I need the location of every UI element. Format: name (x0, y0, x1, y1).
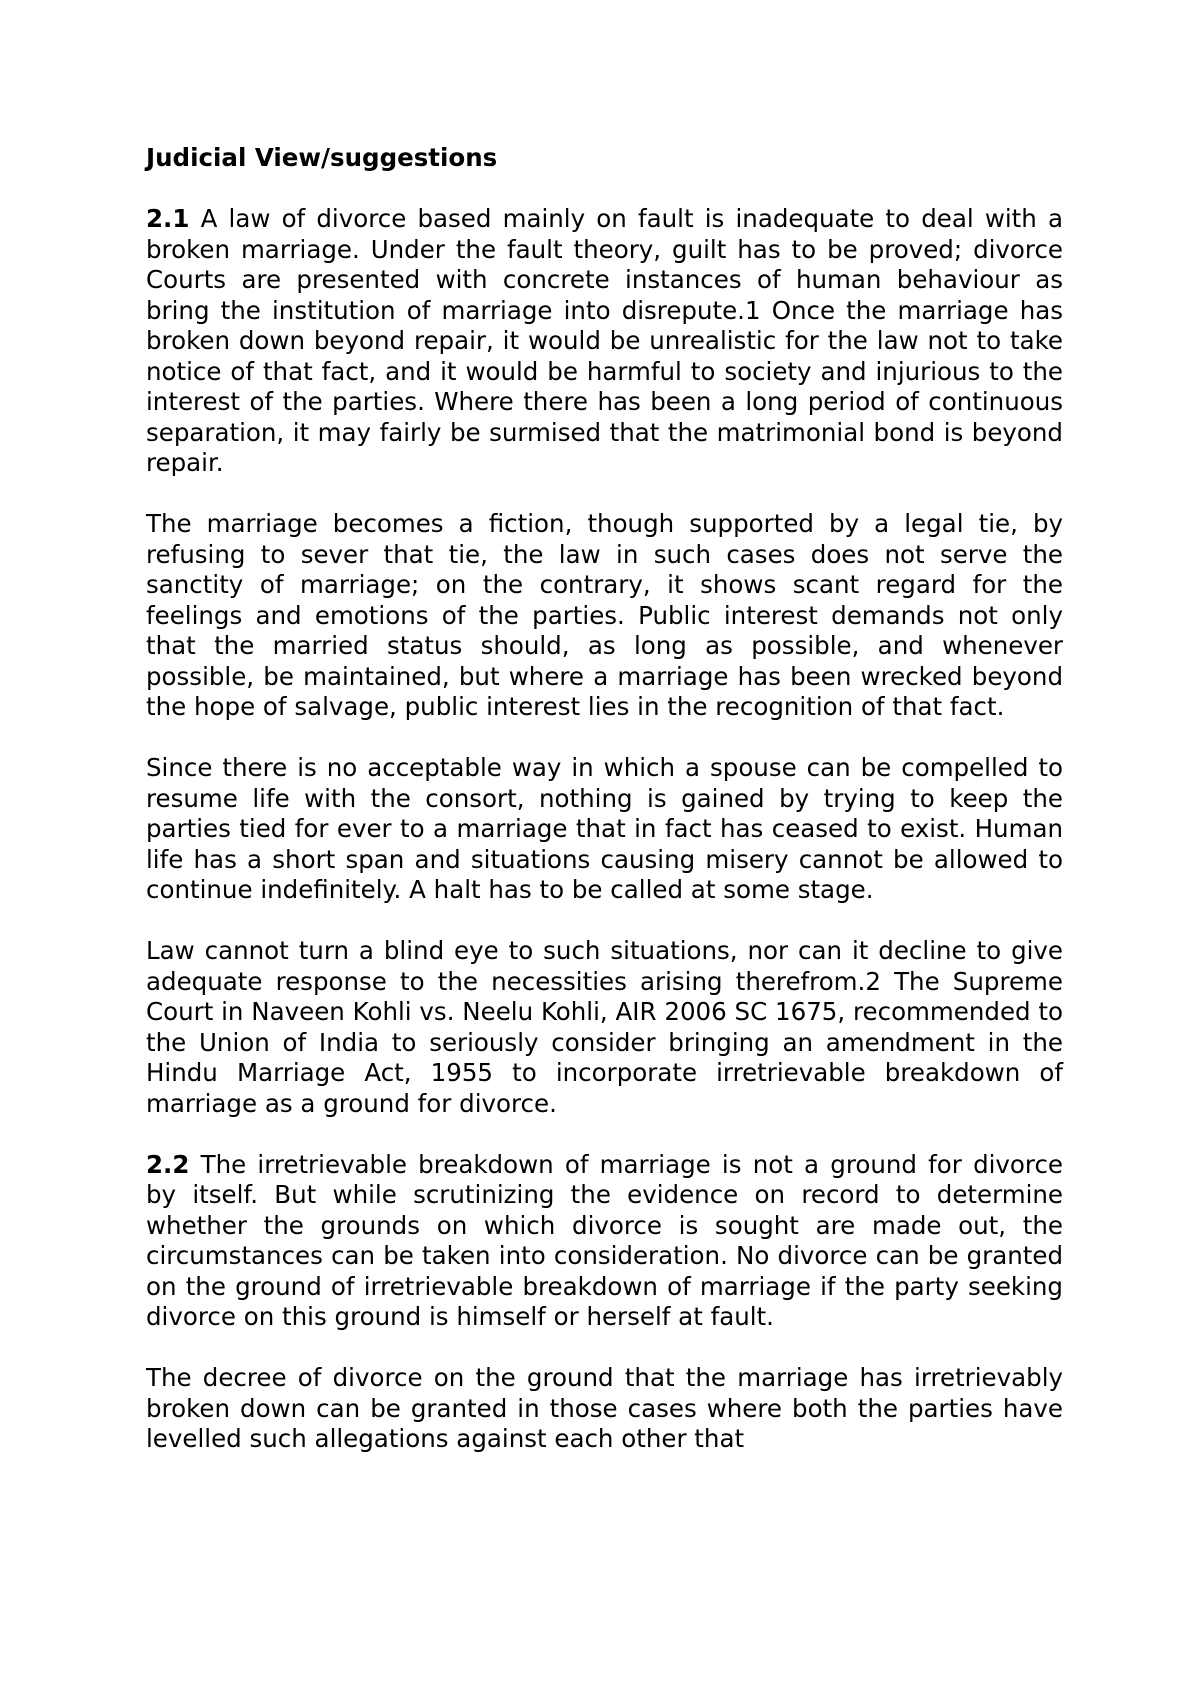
paragraph-decree (146, 1363, 1063, 1455)
paragraph-text: A law of divorce based mainly on fault is inadequate to deal with a broken marriage. Under the fault theory, guilt has to be proved; divorce Courts are presented with concrete instances of human behaviour as bring the institution of marriage into disrepute.1 Once the marriage has broken down beyond repair, it would be unrealistic for the law not to take notice of that fact, and it would be harmful to society and injurious to the interest of the parties. Where there has been a long period of continuous separation, it may fairly be surmised that the matrimonial bond is beyond repair. (146, 204, 1063, 477)
paragraph-spouse (146, 753, 1063, 906)
paragraph-2-2 (146, 1150, 1063, 1333)
paragraph-text: The marriage becomes a fiction, though supported by a legal tie, by refusing to sever that tie, the law in such cases does not serve the sanctity of marriage; on the contrary, it shows scant regard for the feelings and emotions of the parties. Public interest demands not only that the married status should, as long as possible, and whenever possible, be maintained, but where a marriage has been wrecked beyond the hope of salvage, public interest lies in the recognition of that fact. (146, 509, 1063, 721)
document-body (146, 143, 1063, 1455)
paragraph-2-1 (146, 204, 1063, 479)
paragraph-law (146, 936, 1063, 1119)
section-number: 2.2 (146, 1149, 190, 1179)
paragraph-text: The irretrievable breakdown of marriage is not a ground for divorce by itself. But while scrutinizing the evidence on record to determine whether the grounds on which divorce is sought are made out, the circumstances can be taken into consideration. No divorce can be granted on the ground of irretrievable breakdown of marriage if the party seeking divorce on this ground is himself or herself at fault. (146, 1149, 1063, 1331)
paragraph-fiction (146, 509, 1063, 723)
paragraph-text: The decree of divorce on the ground that the marriage has irretrievably broken down can be granted in those cases where both the parties have levelled such allegations against each other that (146, 1363, 1063, 1453)
section-heading: Judicial View/suggestions (146, 143, 498, 172)
paragraph-text: Since there is no acceptable way in which a spouse can be compelled to resume life with the consort, nothing is gained by trying to keep the parties tied for ever to a marriage that in fact has ceased to exist. Human life has a short span and situations causing misery cannot be allowed to continue indefinitely. A halt has to be called at some stage. (146, 753, 1063, 904)
section-number: 2.1 (146, 204, 190, 233)
paragraph-text: Law cannot turn a blind eye to such situations, nor can it decline to give adequate response to the necessities arising therefrom.2 The Supreme Court in Naveen Kohli vs. Neelu Kohli, AIR 2006 SC 1675, recommended to the Union of India to seriously consider bringing an amendment in the Hindu Marriage Act, 1955 to incorporate irretrievable breakdown of marriage as a ground for divorce. (146, 936, 1063, 1118)
